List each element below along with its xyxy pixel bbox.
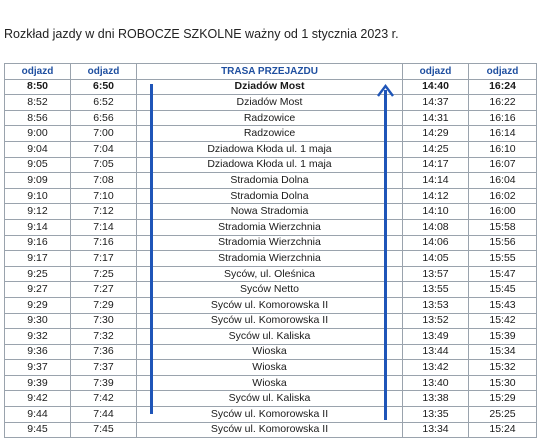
stop-name-cell: Syców ul. Komorowska II [137, 297, 403, 313]
departure-4-cell: 15:58 [469, 219, 537, 235]
departure-2-cell: 7:16 [71, 235, 137, 251]
departure-1-cell: 9:42 [5, 391, 71, 407]
table-row [5, 266, 537, 282]
departure-1-cell: 8:50 [5, 79, 71, 95]
departure-2-cell: 7:25 [71, 266, 137, 282]
departure-2-cell: 7:00 [71, 126, 137, 142]
departure-4-cell: 15:39 [469, 329, 537, 345]
departure-3-cell: 14:29 [403, 126, 469, 142]
departure-4-cell: 16:16 [469, 110, 537, 126]
departure-1-cell: 9:39 [5, 375, 71, 391]
departure-3-cell: 14:40 [403, 79, 469, 95]
stop-name-cell: Dziadowa Kłoda ul. 1 maja [137, 157, 403, 173]
departure-2-cell: 7:08 [71, 173, 137, 189]
header-departure-4: odjazd [469, 64, 537, 80]
departure-3-cell: 14:05 [403, 251, 469, 267]
stop-name-cell: Radzowice [137, 110, 403, 126]
departure-4-cell: 16:07 [469, 157, 537, 173]
departure-3-cell: 13:35 [403, 407, 469, 423]
departure-4-cell: 15:29 [469, 391, 537, 407]
table-row [5, 95, 537, 111]
departure-1-cell: 9:14 [5, 219, 71, 235]
departure-1-cell: 9:16 [5, 235, 71, 251]
departure-4-cell: 15:24 [469, 422, 537, 438]
departure-1-cell: 9:45 [5, 422, 71, 438]
departure-1-cell: 9:00 [5, 126, 71, 142]
departure-2-cell: 6:56 [71, 110, 137, 126]
departure-4-cell: 15:34 [469, 344, 537, 360]
departure-2-cell: 7:44 [71, 407, 137, 423]
table-row [5, 375, 537, 391]
departure-1-cell: 9:17 [5, 251, 71, 267]
table-row [5, 79, 537, 95]
departure-1-cell: 8:52 [5, 95, 71, 111]
departure-1-cell: 9:44 [5, 407, 71, 423]
stop-name-cell: Syców ul. Komorowska II [137, 313, 403, 329]
stop-name-cell: Syców ul. Kaliska [137, 329, 403, 345]
departure-1-cell: 9:30 [5, 313, 71, 329]
stop-name-cell: Nowa Stradomia [137, 204, 403, 220]
departure-4-cell: 15:56 [469, 235, 537, 251]
departure-2-cell: 7:39 [71, 375, 137, 391]
stop-name-cell: Wioska [137, 360, 403, 376]
departure-4-cell: 15:47 [469, 266, 537, 282]
stop-name-cell: Stradomia Wierzchnia [137, 251, 403, 267]
departure-3-cell: 13:44 [403, 344, 469, 360]
departure-4-cell: 16:24 [469, 79, 537, 95]
departure-1-cell: 9:32 [5, 329, 71, 345]
table-row [5, 282, 537, 298]
table-row [5, 251, 537, 267]
departure-3-cell: 14:06 [403, 235, 469, 251]
departure-4-cell: 15:30 [469, 375, 537, 391]
stop-name-cell: Radzowice [137, 126, 403, 142]
departure-1-cell: 9:36 [5, 344, 71, 360]
stop-name-cell: Syców Netto [137, 282, 403, 298]
departure-1-cell: 9:25 [5, 266, 71, 282]
departure-1-cell: 9:10 [5, 188, 71, 204]
table-row [5, 157, 537, 173]
departure-3-cell: 13:34 [403, 422, 469, 438]
up-arrow-icon [377, 84, 394, 98]
header-departure-2: odjazd [71, 64, 137, 80]
departure-1-cell: 9:09 [5, 173, 71, 189]
departure-2-cell: 7:36 [71, 344, 137, 360]
departure-4-cell: 15:43 [469, 297, 537, 313]
departure-3-cell: 13:42 [403, 360, 469, 376]
departure-2-cell: 7:42 [71, 391, 137, 407]
table-row [5, 360, 537, 376]
departure-3-cell: 14:37 [403, 95, 469, 111]
stop-name-cell: Syców ul. Komorowska II [137, 407, 403, 423]
stop-name-cell: Syców, ul. Oleśnica [137, 266, 403, 282]
table-row [5, 407, 537, 423]
departure-3-cell: 13:40 [403, 375, 469, 391]
down-direction-line [150, 84, 153, 414]
departure-2-cell: 7:30 [71, 313, 137, 329]
departure-4-cell: 16:10 [469, 141, 537, 157]
table-row [5, 173, 537, 189]
departure-4-cell: 16:14 [469, 126, 537, 142]
cropped-title-fragment [150, 0, 530, 4]
departure-3-cell: 13:38 [403, 391, 469, 407]
stop-name-cell: Stradomia Wierzchnia [137, 219, 403, 235]
stop-name-cell: Wioska [137, 375, 403, 391]
departure-4-cell: 15:32 [469, 360, 537, 376]
stop-name-cell: Syców ul. Kaliska [137, 391, 403, 407]
departure-4-cell: 15:42 [469, 313, 537, 329]
schedule-subtitle: Rozkład jazdy w dni ROBOCZE SZKOLNE ważny od 1 stycznia 2023 r. [4, 27, 399, 41]
table-row [5, 391, 537, 407]
departure-1-cell: 8:56 [5, 110, 71, 126]
departure-3-cell: 14:25 [403, 141, 469, 157]
stop-name-cell: Dziadów Most [137, 95, 403, 111]
departure-4-cell: 16:02 [469, 188, 537, 204]
departure-3-cell: 13:53 [403, 297, 469, 313]
table-row [5, 188, 537, 204]
departure-4-cell: 15:55 [469, 251, 537, 267]
stop-name-cell: Wioska [137, 344, 403, 360]
header-departure-3: odjazd [403, 64, 469, 80]
departure-2-cell: 7:27 [71, 282, 137, 298]
departure-2-cell: 7:12 [71, 204, 137, 220]
departure-3-cell: 14:10 [403, 204, 469, 220]
table-row [5, 126, 537, 142]
departure-1-cell: 9:04 [5, 141, 71, 157]
departure-1-cell: 9:12 [5, 204, 71, 220]
departure-2-cell: 6:52 [71, 95, 137, 111]
departure-3-cell: 13:55 [403, 282, 469, 298]
departure-2-cell: 7:17 [71, 251, 137, 267]
departure-2-cell: 6:50 [71, 79, 137, 95]
departure-3-cell: 13:52 [403, 313, 469, 329]
table-row [5, 313, 537, 329]
table-row [5, 235, 537, 251]
stop-name-cell: Stradomia Dolna [137, 173, 403, 189]
departure-2-cell: 7:32 [71, 329, 137, 345]
table-row [5, 344, 537, 360]
departure-3-cell: 13:49 [403, 329, 469, 345]
stop-name-cell: Stradomia Wierzchnia [137, 235, 403, 251]
up-direction-line [384, 90, 387, 420]
departure-1-cell: 9:05 [5, 157, 71, 173]
departure-3-cell: 13:57 [403, 266, 469, 282]
table-row [5, 329, 537, 345]
header-route: TRASA PRZEJAZDU [137, 64, 403, 80]
departure-2-cell: 7:14 [71, 219, 137, 235]
departure-1-cell: 9:27 [5, 282, 71, 298]
stop-name-cell: Dziadów Most [137, 79, 403, 95]
departure-3-cell: 14:08 [403, 219, 469, 235]
departure-3-cell: 14:12 [403, 188, 469, 204]
departure-4-cell: 16:00 [469, 204, 537, 220]
departure-4-cell: 25:25 [469, 407, 537, 423]
departure-4-cell: 15:45 [469, 282, 537, 298]
header-departure-1: odjazd [5, 64, 71, 80]
timetable [4, 63, 537, 438]
stop-name-cell: Stradomia Dolna [137, 188, 403, 204]
departure-2-cell: 7:05 [71, 157, 137, 173]
departure-4-cell: 16:04 [469, 173, 537, 189]
departure-2-cell: 7:37 [71, 360, 137, 376]
departure-2-cell: 7:29 [71, 297, 137, 313]
departure-3-cell: 14:17 [403, 157, 469, 173]
departure-3-cell: 14:14 [403, 173, 469, 189]
timetable-header-row [5, 64, 537, 80]
departure-4-cell: 16:22 [469, 95, 537, 111]
table-row [5, 204, 537, 220]
table-row [5, 297, 537, 313]
table-row [5, 110, 537, 126]
departure-1-cell: 9:37 [5, 360, 71, 376]
departure-2-cell: 7:10 [71, 188, 137, 204]
departure-1-cell: 9:29 [5, 297, 71, 313]
stop-name-cell: Syców ul. Komorowska II [137, 422, 403, 438]
departure-2-cell: 7:45 [71, 422, 137, 438]
stop-name-cell: Dziadowa Kłoda ul. 1 maja [137, 141, 403, 157]
departure-2-cell: 7:04 [71, 141, 137, 157]
table-row [5, 219, 537, 235]
departure-3-cell: 14:31 [403, 110, 469, 126]
table-row [5, 141, 537, 157]
table-row [5, 422, 537, 438]
